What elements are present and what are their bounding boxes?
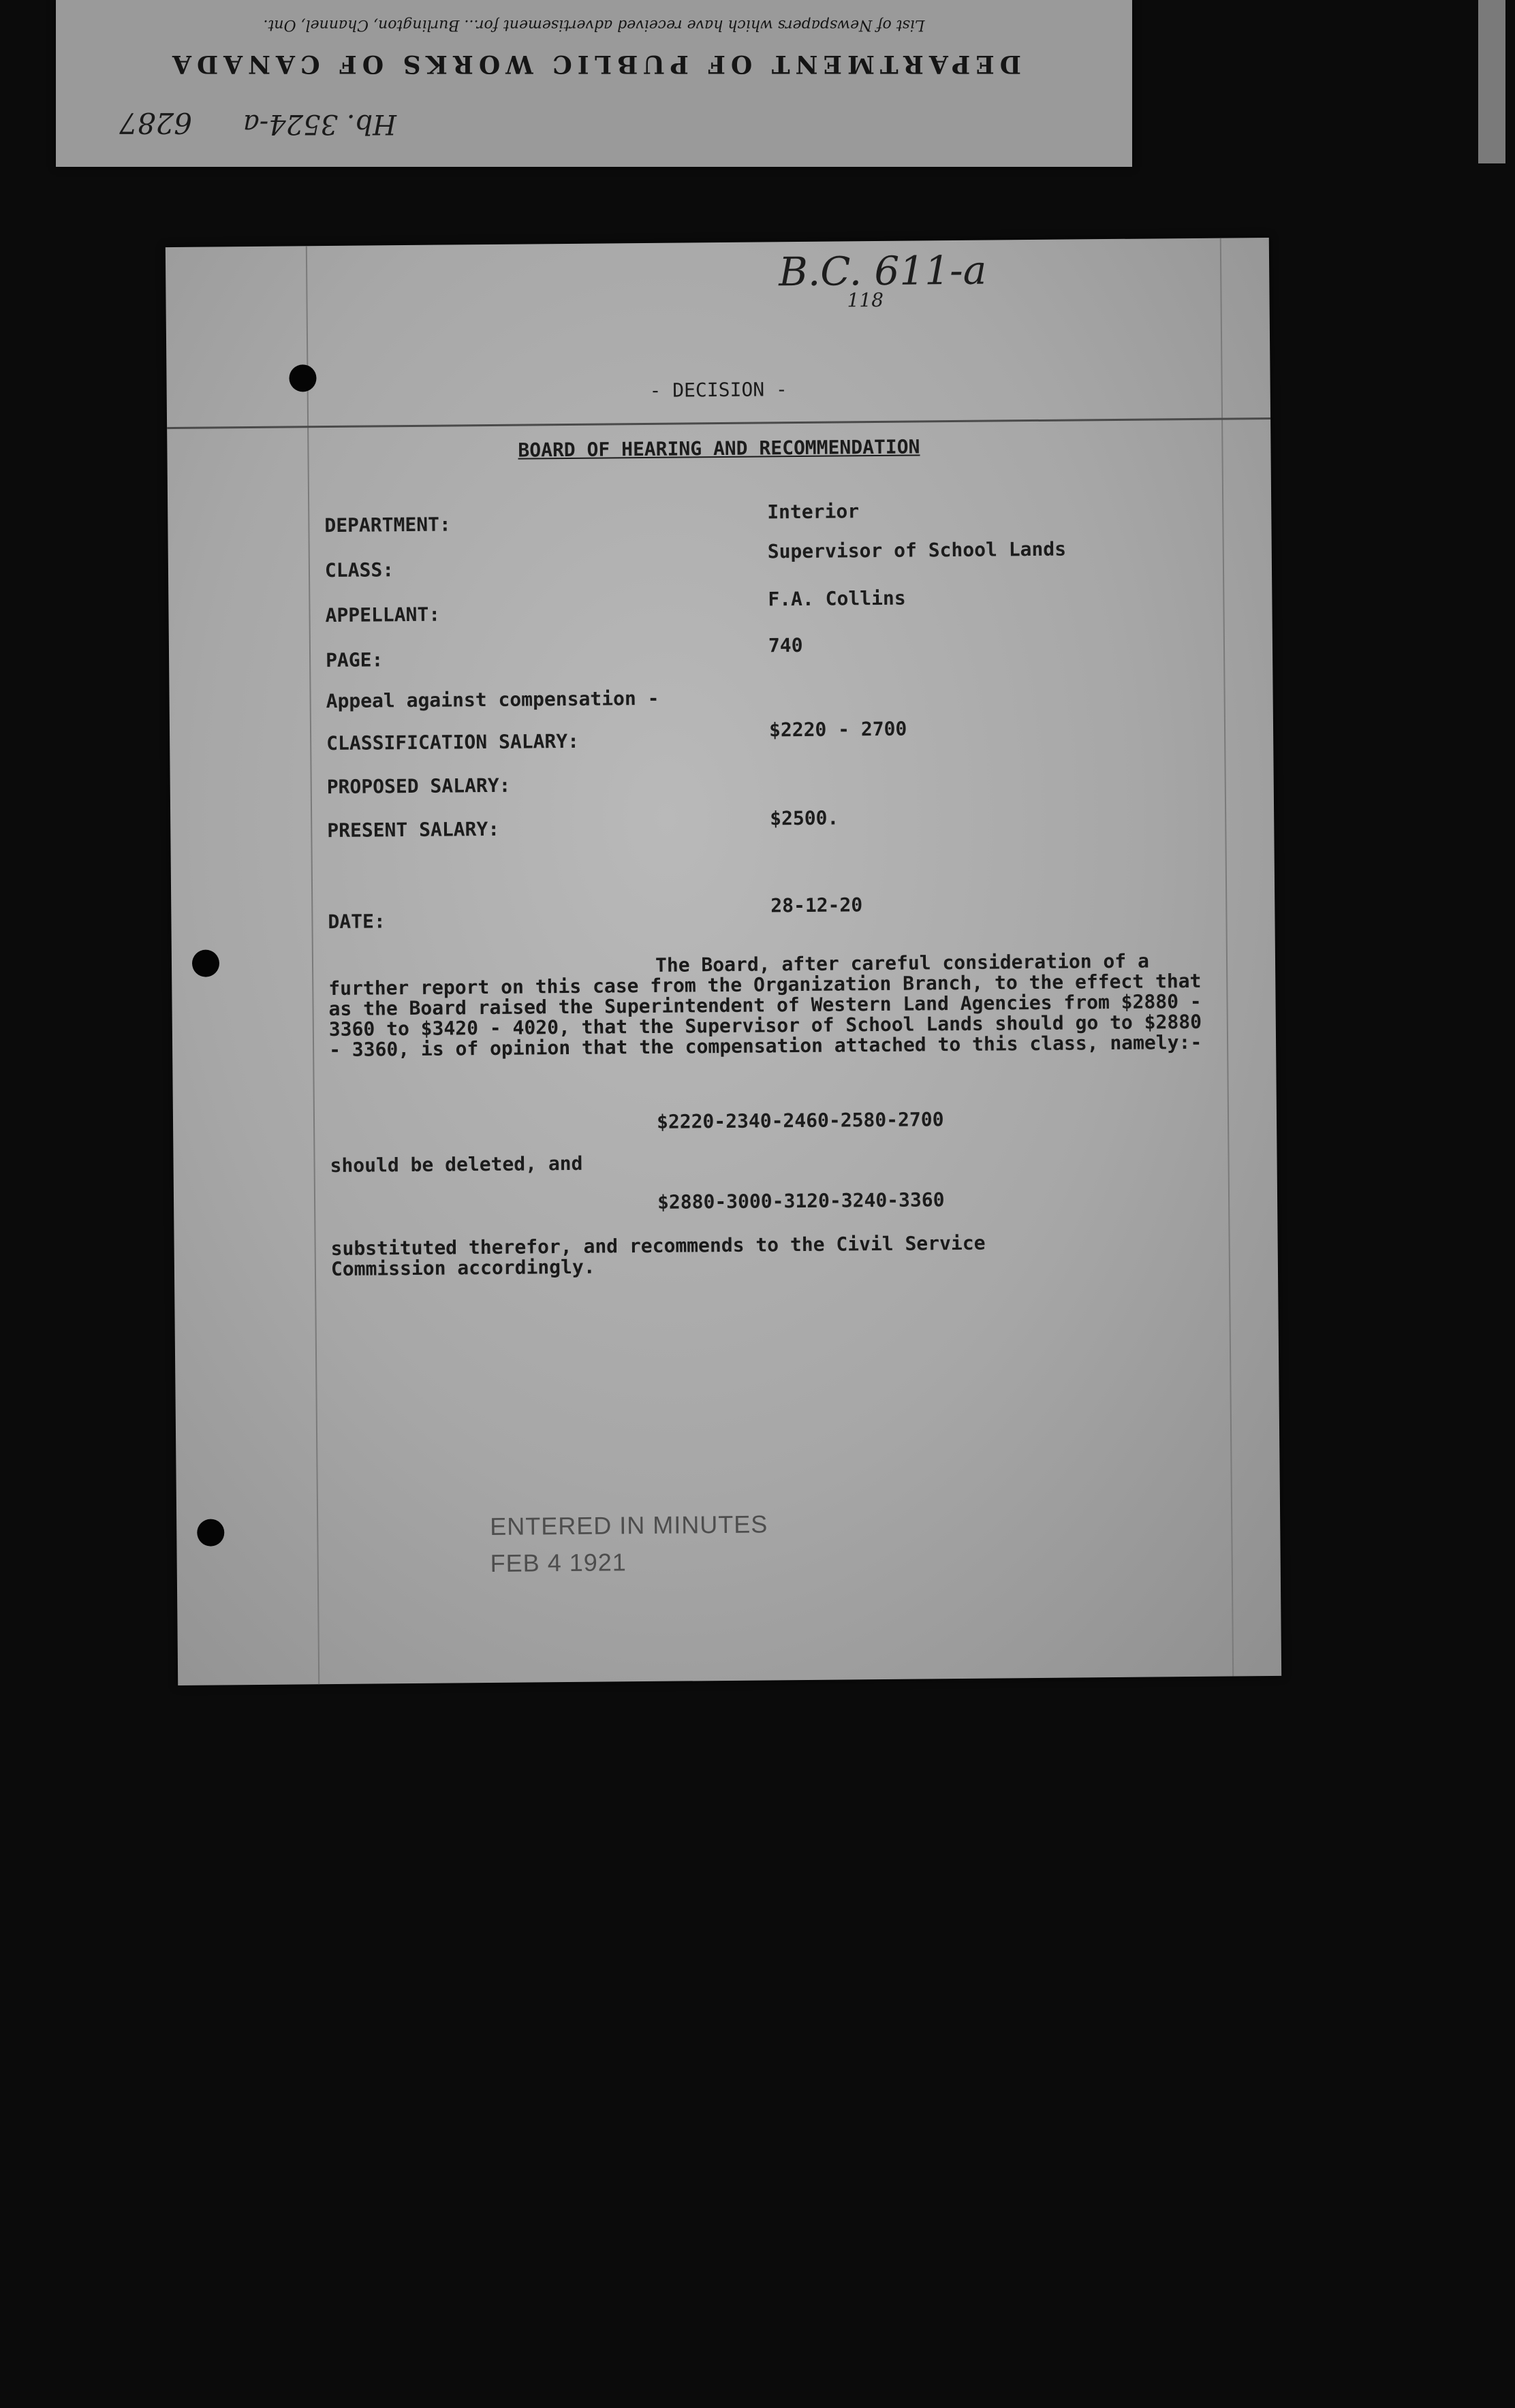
- field-label-date: DATE:: [328, 910, 386, 934]
- field-value-present-salary: $2500.: [770, 806, 839, 830]
- field-value-department: Interior: [767, 500, 860, 524]
- punch-hole-middle: [192, 949, 219, 977]
- field-value-appellant: F.A. Collins: [768, 586, 906, 611]
- deleted-text: should be deleted, and: [330, 1152, 583, 1177]
- field-value-page: 740: [768, 633, 803, 657]
- handwritten-file-ref: B.C. 611-a: [778, 247, 987, 296]
- closing-text: substituted therefor, and recommends to the Civil Service Commission accordingly.: [330, 1231, 986, 1281]
- field-label-present-salary: PRESENT SALARY:: [327, 817, 500, 842]
- field-value-date: 28-12-20: [770, 893, 863, 917]
- field-label-page: PAGE:: [325, 648, 384, 672]
- field-label-appeal: Appeal against compensation -: [326, 686, 659, 713]
- decision-document: [166, 238, 1281, 1685]
- field-value-class: Supervisor of School Lands: [767, 537, 1067, 563]
- header-rule: [167, 417, 1270, 429]
- stamp-date: FEB 4 1921: [490, 1548, 627, 1578]
- old-salary-scale: $2220-2340-2460-2580-2700: [656, 1108, 944, 1133]
- field-label-department: DEPARTMENT:: [324, 513, 451, 537]
- previous-document-file-number: 6287: [119, 106, 192, 140]
- field-label-classification-salary: CLASSIFICATION SALARY:: [326, 729, 580, 755]
- previous-document-list-line: List of Newspapers which have received advertisement for... Burlington, Channel, Ont.: [263, 16, 925, 33]
- field-label-proposed-salary: PROPOSED SALARY:: [326, 774, 511, 799]
- new-salary-scale: $2880-3000-3120-3240-3360: [657, 1188, 945, 1214]
- decision-heading: - DECISION -: [649, 378, 787, 402]
- previous-document-strip: [56, 0, 1132, 167]
- field-label-class: CLASS:: [324, 558, 394, 582]
- previous-document-handwritten-ref: Hb. 3524-a: [243, 108, 396, 140]
- field-value-classification-salary: $2220 - 2700: [768, 717, 907, 742]
- adjacent-frame-edge: [1478, 0, 1505, 163]
- board-title: BOARD OF HEARING AND RECOMMENDATION: [518, 435, 920, 462]
- field-label-appellant: APPELLANT:: [325, 603, 441, 627]
- previous-document-department: DEPARTMENT OF PUBLIC WORKS OF CANADA: [167, 50, 1021, 78]
- punch-hole-bottom: [197, 1519, 224, 1546]
- entered-in-minutes-stamp: ENTERED IN MINUTES: [490, 1510, 768, 1541]
- decision-paragraph: The Board, after careful consideration of a further report on this case from the Organization Branch, to the effect that as the Board raised the Superintendent of Western Land Agencies from $2880 - 3360 to $3420 - 4020, that the Supervisor of School Lands should go to $2880 - 3360, is of opinion that the compensation attached to this class, namely:-: [328, 949, 1202, 1062]
- handwritten-sub-ref: 118: [847, 288, 884, 312]
